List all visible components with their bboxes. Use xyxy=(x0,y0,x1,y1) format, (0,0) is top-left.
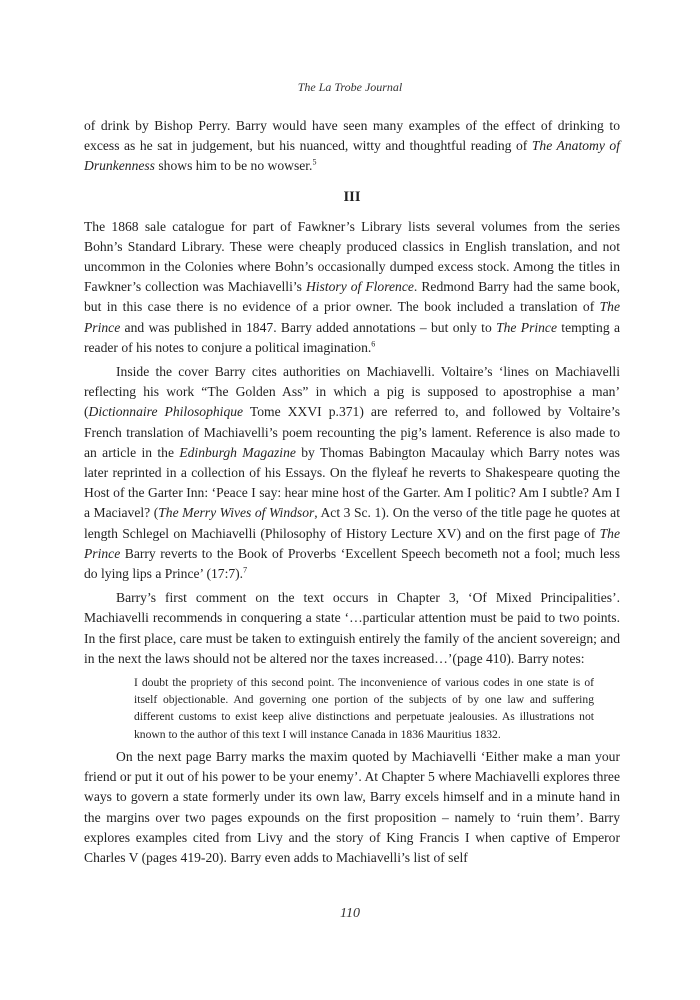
p3-italic-title-4: The Prince xyxy=(84,525,620,561)
p3-text-3: by Thomas Babington Macaulay which Barry notes was later reprinted in a collection of his Essays. On the flyleaf he reverts to Shakespeare quoting the Host of the Garter Inn: ‘Peace I say: hear mine host of the Garter. Am I politic? Am I subtle? Am I a Maciavel? ( xyxy=(84,444,620,521)
footnote-ref-7: 7 xyxy=(243,565,248,575)
paragraph-4 xyxy=(84,588,620,669)
page-number: 110 xyxy=(340,906,360,921)
p4-text-1: Barry’s first comment on the text occurs in Chapter 3, ‘Of Mixed Principalities’. Machiavelli recommends in conquering a state ‘…particular attention must be paid to two points. In the first place, care must be taken to extinguish entirely the family of the ancient sovereign; and in the next the laws should not be altered nor the taxes increased…’(page 410). Barry notes: xyxy=(84,590,620,666)
paragraph-2 xyxy=(84,217,620,358)
p1-italic-title-1: The Anatomy of Drunkenness xyxy=(84,138,620,174)
p2-text-2: . Redmond Barry had the same book, but in this case there is no evidence of a prior owner. The book included a translation of xyxy=(84,279,621,315)
p2-italic-title-2: The Prince xyxy=(84,299,620,335)
p2-italic-title-3: The Prince xyxy=(496,319,557,335)
p2-text-1: The 1868 sale catalogue for part of Fawkner’s Library lists several volumes from the series Bohn’s Standard Library. These were cheaply produced classics in English translation, and not uncommon in the Colonies where Bohn’s occasionally dumped excess stock. Among the titles in Fawkner’s collection was Machiavelli’s xyxy=(84,218,620,295)
paragraph-3 xyxy=(84,362,620,584)
p3-text-5: Barry reverts to the Book of Proverbs ‘Excellent Speech becometh not a fool; much less do lying lips a Prince’ (17:7). xyxy=(84,545,620,582)
p3-text-4: , Act 3 Sc. 1). On the verso of the title page he quotes at length Schlegel on Machiavelli (Philosophy of History Lecture XV) and on the first page of xyxy=(84,505,620,541)
section-heading: III xyxy=(343,188,361,205)
footnote-ref-5: 5 xyxy=(312,157,317,167)
p1-text-2: shows him to be no wowser. xyxy=(154,158,313,174)
running-head: The La Trobe Journal xyxy=(297,80,403,94)
p3-italic-title-3: The Merry Wives of Windsor xyxy=(158,505,315,521)
paragraph-1 xyxy=(84,116,620,177)
p2-text-4: tempting a reader of his notes to conjure a political imagination. xyxy=(84,319,620,355)
p3-text-1: Inside the cover Barry cites authorities on Machiavelli. Voltaire’s ‘lines on Machiavelli reflecting his work “The Golden Ass” in which a pig is supposed to apostrophise a man’ ( xyxy=(84,364,620,420)
paragraph-5 xyxy=(84,747,620,868)
page-body xyxy=(84,116,620,868)
p3-italic-title-2: Edinburgh Magazine xyxy=(179,444,296,460)
p3-text-2: Tome XXVI p.371) are referred to, and followed by Voltaire’s French translation of Machiavelli’s poem recounting the pig’s lament. Reference is also made to an article in the xyxy=(84,404,620,460)
p5-text-1: On the next page Barry marks the maxim quoted by Machiavelli ‘Either make a man your friend or put it out of his power to be your enemy’. At Chapter 5 where Machiavelli explores three ways to govern a state formerly under its own law, Barry excels himself and in a minute hand in the margins over two pages expounds on the first proposition – namely to ‘ruin them’. Barry explores examples cited from Livy and the story of King Francis I when captive of Emperor Charles V (pages 419-20). Barry even adds to Machiavelli’s list of self xyxy=(84,748,620,865)
p2-text-3: and was published in 1847. Barry added annotations – but only to xyxy=(120,319,497,335)
block-quote: I doubt the propriety of this second point. The inconvenience of various codes in one state is of itself objectionable. And governing one portion of the subjects of by one law and suffering different customs to exist keep alive distinctions and perpetuate jealousies. As illustrations not known to the author of this text I will instance Canada in 1836 Mauritius 1832. xyxy=(134,676,594,741)
p2-italic-title-1: History of Florence xyxy=(305,279,414,295)
p3-italic-title-1: Dictionnaire Philosophique xyxy=(88,404,244,420)
p1-text-1: of drink by Bishop Perry. Barry would have seen many examples of the effect of drinking to excess as he sat in judgement, but his nuanced, witty and thoughtful reading of xyxy=(84,118,620,154)
footnote-ref-6: 6 xyxy=(371,339,376,349)
